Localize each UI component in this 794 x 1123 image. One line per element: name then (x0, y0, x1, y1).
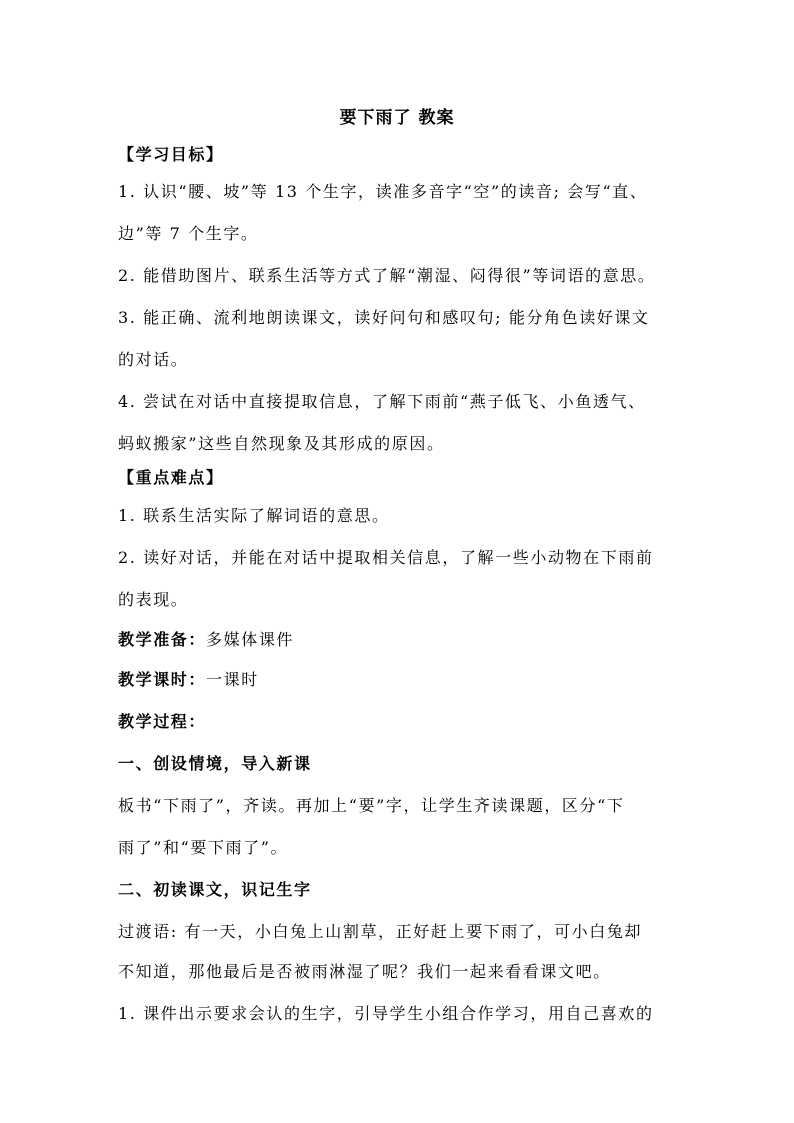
teaching-preparation-value: 多媒体课件 (206, 630, 295, 649)
goal-4-line-1: 4. 尝试在对话中直接提取信息，了解下雨前“燕子低飞、小鱼透气、 (118, 392, 646, 411)
difficulty-1: 1. 联系生活实际了解词语的意思。 (118, 506, 390, 525)
heading-learning-goals: 【学习目标】 (118, 145, 224, 164)
document-title: 要下雨了 教案 (339, 108, 455, 128)
goal-1-line-2: 边”等 7 个生字。 (118, 224, 259, 243)
difficulty-2-line-1: 2. 读好对话，并能在对话中提取相关信息，了解一些小动物在下雨前 (118, 548, 654, 567)
goal-1-line-1: 1. 认识“腰、坡”等 13 个生字，读准多音字“空”的读音; 会写“直、 (118, 182, 648, 201)
teaching-periods-label: 教学课时： (118, 670, 207, 689)
goal-4-line-2: 蚂蚁搬家”这些自然现象及其形成的原因。 (118, 434, 445, 453)
teaching-periods (118, 668, 678, 692)
section-1-heading: 一、创设情境，导入新课 (118, 754, 312, 773)
goal-3-line-2: 的对话。 (118, 350, 189, 369)
section-2-heading: 二、初读课文，识记生字 (118, 880, 312, 899)
teaching-preparation (118, 628, 678, 652)
goal-2: 2. 能借助图片、联系生活等方式了解“潮湿、闷得很”等词语的意思。 (118, 266, 656, 285)
goal-3-line-1: 3. 能正确、流利地朗读课文，读好问句和感叹句; 能分角色读好课文 (118, 308, 650, 327)
section-2-line-1: 过渡语: 有一天，小白兔上山割草，正好赶上要下雨了，可小白兔却 (118, 922, 643, 941)
section-2-line-3: 1. 课件出示要求会认的生字，引导学生小组合作学习，用自己喜欢的 (118, 1004, 654, 1023)
teaching-periods-value: 一课时 (206, 670, 259, 689)
section-1-line-1: 板书“下雨了”，齐读。再加上“要”字，让学生齐读课题，区分“下 (118, 796, 625, 815)
difficulty-2-line-2: 的表现。 (118, 590, 189, 609)
heading-key-difficulties: 【重点难点】 (118, 468, 224, 487)
heading-teaching-process: 教学过程： (118, 712, 207, 731)
section-1-line-2: 雨了”和“要下雨了”。 (118, 838, 289, 857)
section-2-line-2: 不知道，那他最后是否被雨淋湿了呢？我们一起来看看课文吧。 (118, 962, 611, 981)
teaching-preparation-label: 教学准备： (118, 630, 207, 649)
